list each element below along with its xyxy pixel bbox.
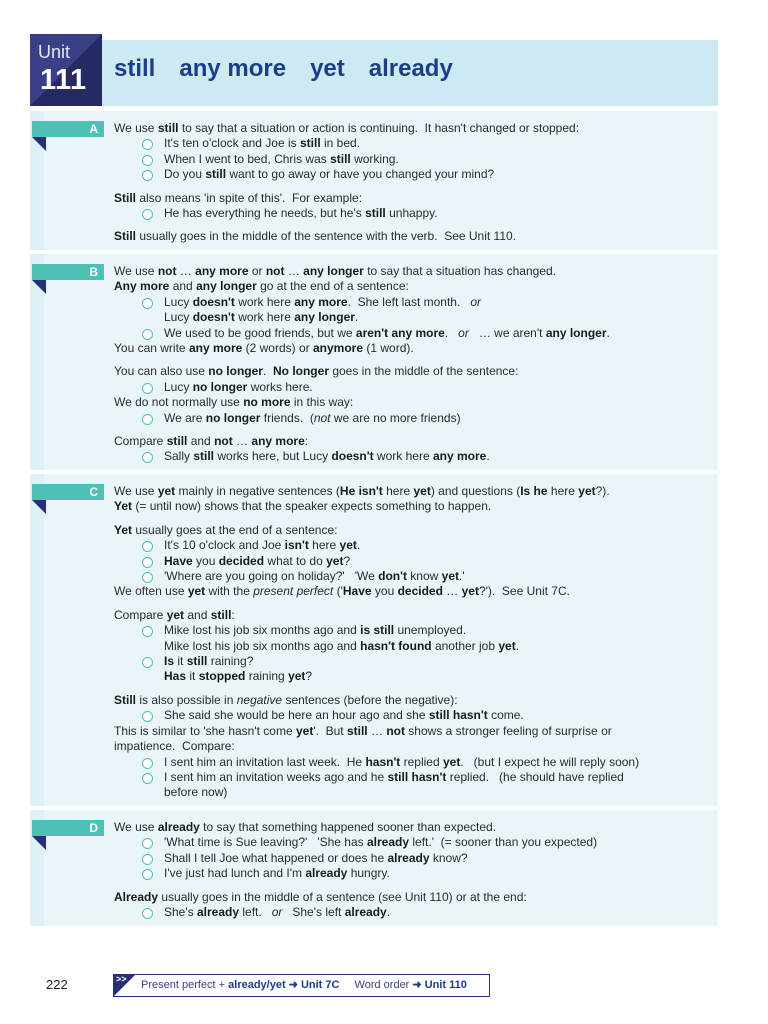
bullet-circle-icon [142, 329, 153, 340]
xref-1-prefix: Present perfect + [141, 979, 229, 991]
example-line: I sent him an invitation weeks ago and he still hasn't replied. (he should have replied [114, 770, 710, 785]
example-line: She said she would be here an hour ago and she still hasn't come. [114, 708, 710, 723]
section-c [30, 474, 718, 806]
title-word-already: already [368, 55, 453, 82]
section-tab-b: B [32, 264, 104, 280]
unit-number: 111 [40, 64, 87, 96]
example-line: before now) [164, 785, 228, 800]
section-line: Still is also possible in negative sentences (before the negative): [114, 692, 458, 707]
section-line: You can also use no longer. No longer goes in the middle of the sentence: [114, 364, 519, 379]
section-line: Any more and any longer go at the end of a sentence: [114, 279, 409, 294]
section-line: Compare still and not … any more: [114, 434, 309, 449]
bullet-circle-icon [142, 657, 153, 668]
section-line: impatience. Compare: [114, 739, 235, 754]
example-line: He has everything he needs, but he's still unhappy. [114, 206, 710, 221]
example-line: We used to be good friends, but we aren't any more. or … we aren't any longer. [114, 326, 710, 341]
title-word-any-more: any more [179, 55, 287, 82]
bullet-circle-icon [142, 298, 153, 309]
section-tab-marker [32, 836, 46, 850]
section-tab-marker [32, 500, 46, 514]
cross-reference-box [113, 974, 490, 997]
example-line: Lucy doesn't work here any more. She left last month. or [114, 295, 710, 310]
example-line: 'Where are you going on holiday?' 'We don't know yet.' [114, 569, 710, 584]
example-line: I sent him an invitation last week. He hasn't replied yet. (but I expect he will reply soon) [114, 755, 710, 770]
section-line: We often use yet with the present perfect ('Have you decided … yet?'). See Unit 7C. [114, 584, 570, 599]
section-b [30, 254, 718, 470]
bullet-circle-icon [142, 414, 153, 425]
xref-2-prefix: Word order [354, 979, 413, 991]
xref-link-unit-110[interactable]: ➜ Unit 110 [412, 979, 467, 991]
section-tab-c: C [32, 484, 104, 500]
example-line: I've just had lunch and I'm already hungry. [114, 866, 710, 881]
section-d-content [114, 820, 710, 920]
example-line: It's 10 o'clock and Joe isn't here yet. [114, 538, 710, 553]
section-d [30, 810, 718, 926]
page-number: 222 [46, 977, 68, 992]
example-line: We are no longer friends. (not we are no more friends) [114, 411, 710, 426]
bullet-circle-icon [142, 854, 153, 865]
example-line: Do you still want to go away or have you changed your mind? [114, 167, 710, 182]
section-line: Yet (= until now) shows that the speaker expects something to happen. [114, 499, 492, 514]
example-line: 'What time is Sue leaving?' 'She has already left.' (= sooner than you expected) [114, 835, 710, 850]
xref-link-unit-7c[interactable]: ➜ Unit 7C [288, 979, 340, 991]
bullet-circle-icon [142, 557, 153, 568]
section-line: Yet usually goes at the end of a sentence: [114, 522, 338, 537]
section-tab-marker [32, 137, 46, 151]
example-line: When I went to bed, Chris was still working. [114, 152, 710, 167]
title-word-yet: yet [310, 55, 345, 82]
example-line: It's ten o'clock and Joe is still in bed. [114, 136, 710, 151]
example-line: Lucy no longer works here. [114, 380, 710, 395]
double-arrow-label: >> [116, 974, 127, 984]
bullet-circle-icon [142, 155, 153, 166]
xref-1-bold: already/yet [228, 979, 286, 991]
section-line: Already usually goes in the middle of a sentence (see Unit 110) or at the end: [114, 889, 527, 904]
bullet-circle-icon [142, 383, 153, 394]
example-line: She's already left. or She's left already. [114, 905, 710, 920]
example-line: Mike lost his job six months ago and hasn't found another job yet. [164, 638, 520, 653]
section-line: You can write any more (2 words) or anymore (1 word). [114, 341, 414, 356]
bullet-circle-icon [142, 758, 153, 769]
section-a-content [114, 121, 710, 245]
section-line: Still usually goes in the middle of the sentence with the verb. See Unit 110. [114, 229, 517, 244]
example-line: Lucy doesn't work here any longer. [164, 310, 359, 325]
bullet-circle-icon [142, 626, 153, 637]
cross-reference-text [141, 978, 467, 991]
section-line: Compare yet and still: [114, 607, 235, 622]
section-line: We do not normally use no more in this way: [114, 395, 354, 410]
section-line: This is similar to 'she hasn't come yet'. But still … not shows a stronger feeling of surprise or [114, 723, 612, 738]
bullet-circle-icon [142, 170, 153, 181]
section-c-content [114, 484, 710, 801]
bullet-circle-icon [142, 541, 153, 552]
section-tab-d: D [32, 820, 104, 836]
section-line: We use not … any more or not … any longer to say that a situation has changed. [114, 264, 556, 278]
bullet-circle-icon [142, 869, 153, 880]
bullet-circle-icon [142, 452, 153, 463]
section-b-content [114, 264, 710, 465]
section-line: Still also means 'in spite of this'. For example: [114, 190, 363, 205]
section-line: We use yet mainly in negative sentences (He isn't here yet) and questions (Is he here yet?). [114, 484, 610, 498]
unit-title [114, 55, 477, 83]
bullet-circle-icon [142, 572, 153, 583]
section-tab-marker [32, 280, 46, 294]
bullet-circle-icon [142, 711, 153, 722]
example-line: Is it still raining? [114, 654, 710, 669]
section-line: We use still to say that a situation or action is continuing. It hasn't changed or stopped: [114, 121, 580, 135]
example-line: Have you decided what to do yet? [114, 554, 710, 569]
bullet-circle-icon [142, 838, 153, 849]
bullet-circle-icon [142, 908, 153, 919]
example-line: Mike lost his job six months ago and is still unemployed. [114, 623, 710, 638]
unit-badge [30, 34, 102, 106]
section-a [30, 111, 718, 250]
unit-label: Unit [38, 42, 71, 62]
example-line: Sally still works here, but Lucy doesn't work here any more. [114, 449, 710, 464]
example-line: Shall I tell Joe what happened or does he already know? [114, 851, 710, 866]
bullet-circle-icon [142, 209, 153, 220]
title-word-still: still [114, 55, 156, 82]
bullet-circle-icon [142, 139, 153, 150]
example-line: Has it stopped raining yet? [164, 669, 313, 684]
bullet-circle-icon [142, 773, 153, 784]
section-line: We use already to say that something happened sooner than expected. [114, 820, 497, 834]
section-tab-a: A [32, 121, 104, 137]
